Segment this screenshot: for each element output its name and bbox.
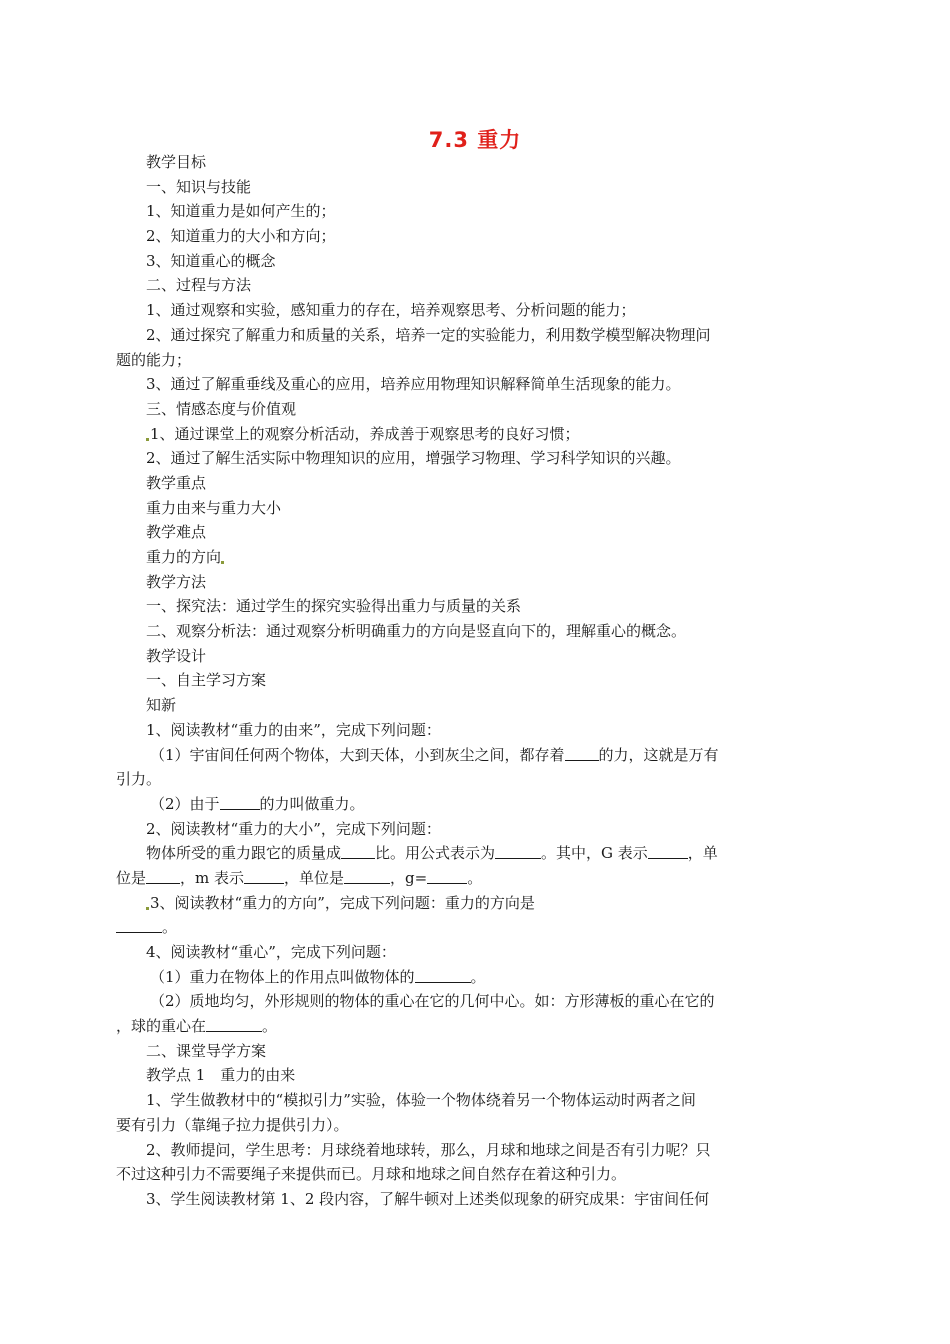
text-line: 1、通过观察和实验，感知重力的存在，培养观察思考、分析问题的能力；: [146, 301, 636, 320]
text-line: （2）质地均匀，外形规则的物体的重心在它的几何中心。如：方形薄板的重心在它的: [150, 992, 715, 1011]
text-span: 。: [162, 918, 178, 937]
text-span: （2）由于: [150, 794, 220, 813]
text-span: 重力的方向: [146, 548, 222, 566]
document-title: 7.3 重力: [428, 128, 522, 152]
text-span: ，m 表示: [180, 868, 245, 887]
text-span: ，单位是: [284, 868, 345, 887]
fill-blank: [344, 869, 390, 884]
text-line: 二、观察分析法：通过观察分析明确重力的方向是竖直向下的，理解重心的概念。: [146, 622, 687, 641]
text-line: [146, 792, 806, 817]
text-span: 3、阅读教材“重力的方向”，完成下列问题：重力的方向是: [150, 893, 535, 912]
text-span: 。: [262, 1017, 278, 1036]
text-line: [146, 743, 806, 768]
text-line: [116, 915, 776, 940]
dot-mark: [221, 561, 224, 564]
text-line: 要有引力（靠绳子拉力提供引力）。: [116, 1115, 349, 1134]
fill-blank: [415, 968, 471, 983]
text-line: 3、知道重心的概念: [146, 251, 276, 270]
text-line: 二、过程与方法: [146, 276, 252, 295]
fill-blank: [341, 844, 375, 859]
fill-blank: [495, 844, 541, 859]
text-span: （1）宇宙间任何两个物体，大到天体，小到灰尘之间，都存着: [150, 745, 565, 764]
text-line: 2、通过了解生活实际中物理知识的应用，增强学习物理、学习科学知识的兴趣。: [146, 449, 681, 468]
text-line: 题的能力；: [116, 350, 192, 369]
text-span: 的力叫做重力。: [259, 794, 365, 813]
text-span: 的力，这就是万有: [598, 745, 719, 764]
text-line: 一、知识与技能: [146, 177, 252, 196]
text-line: 重力由来与重力大小: [146, 498, 282, 517]
text-line: 教学难点: [146, 523, 207, 542]
text-line: 1、学生做教材中的“模拟引力”实验，体验一个物体绕着另一个物体运动时两者之间: [146, 1091, 696, 1110]
fill-blank: [648, 844, 688, 859]
text-line: 知新: [146, 696, 177, 715]
text-line: [146, 891, 806, 916]
text-span: 比。用公式表示为: [375, 844, 496, 863]
text-span: 位是: [116, 868, 147, 887]
text-line: 2、阅读教材“重力的大小”，完成下列问题：: [146, 819, 441, 838]
text-line: 1、阅读教材“重力的由来”，完成下列问题：: [146, 720, 441, 739]
text-line: 3、通过了解重垂线及重心的应用，培养应用物理知识解释简单生活现象的能力。: [146, 375, 681, 394]
text-span: 。其中，G 表示: [541, 844, 648, 863]
text-span: 物体所受的重力跟它的质量成: [146, 844, 342, 863]
text-span: ，球的重心在: [116, 1017, 207, 1036]
text-line: 不过这种引力不需要绳子来提供而已。月球和地球之间自然存在着这种引力。: [116, 1165, 627, 1184]
text-line: 3、学生阅读教材第 1、2 段内容，了解牛顿对上述类似现象的研究成果：宇宙间任何: [146, 1189, 710, 1208]
text-line: [116, 866, 776, 891]
text-span: 。: [470, 967, 486, 986]
text-span: ，g=: [390, 868, 428, 887]
text-span: （1）重力在物体上的作用点叫做物体的: [150, 967, 415, 986]
text-line: 2、通过探究了解重力和质量的关系，培养一定的实验能力，利用数学模型解决物理问: [146, 325, 711, 344]
fill-blank: [116, 918, 162, 933]
text-line: [146, 545, 806, 570]
text-line: 2、教师提问，学生思考：月球绕着地球转，那么，月球和地球之间是否有引力呢？只: [146, 1140, 711, 1159]
text-span: 。: [467, 868, 483, 887]
text-line: 教学点 1 重力的由来: [146, 1066, 296, 1085]
fill-blank: [220, 795, 260, 810]
text-line: [146, 841, 806, 866]
text-line: 三、情感态度与价值观: [146, 399, 297, 418]
text-line: 教学设计: [146, 646, 207, 665]
text-line: [146, 965, 806, 990]
text-line: 教学方法: [146, 572, 207, 591]
text-line: [116, 1014, 776, 1039]
text-line: [146, 422, 806, 447]
dot-mark: [146, 438, 149, 441]
text-span: ，单: [687, 844, 718, 863]
fill-blank: [244, 869, 284, 884]
text-line: 教学重点: [146, 473, 207, 492]
fill-blank: [206, 1017, 262, 1032]
fill-blank: [146, 869, 180, 884]
text-line: 二、课堂导学方案: [146, 1041, 267, 1060]
text-line: 4、阅读教材“重心”，完成下列问题：: [146, 943, 396, 961]
text-span: 1、通过课堂上的观察分析活动，养成善于观察思考的良好习惯；: [150, 424, 580, 443]
fill-blank: [565, 746, 599, 761]
fill-blank: [427, 869, 467, 884]
text-line: 一、探究法：通过学生的探究实验得出重力与质量的关系: [146, 597, 522, 616]
text-line: 一、自主学习方案: [146, 671, 267, 690]
text-line: 1、知道重力是如何产生的；: [146, 202, 336, 221]
dot-mark: [146, 907, 149, 910]
text-line: 教学目标: [146, 153, 207, 171]
text-line: 2、知道重力的大小和方向；: [146, 227, 336, 246]
text-line: 引力。: [116, 770, 162, 789]
document-body: [116, 150, 806, 1212]
